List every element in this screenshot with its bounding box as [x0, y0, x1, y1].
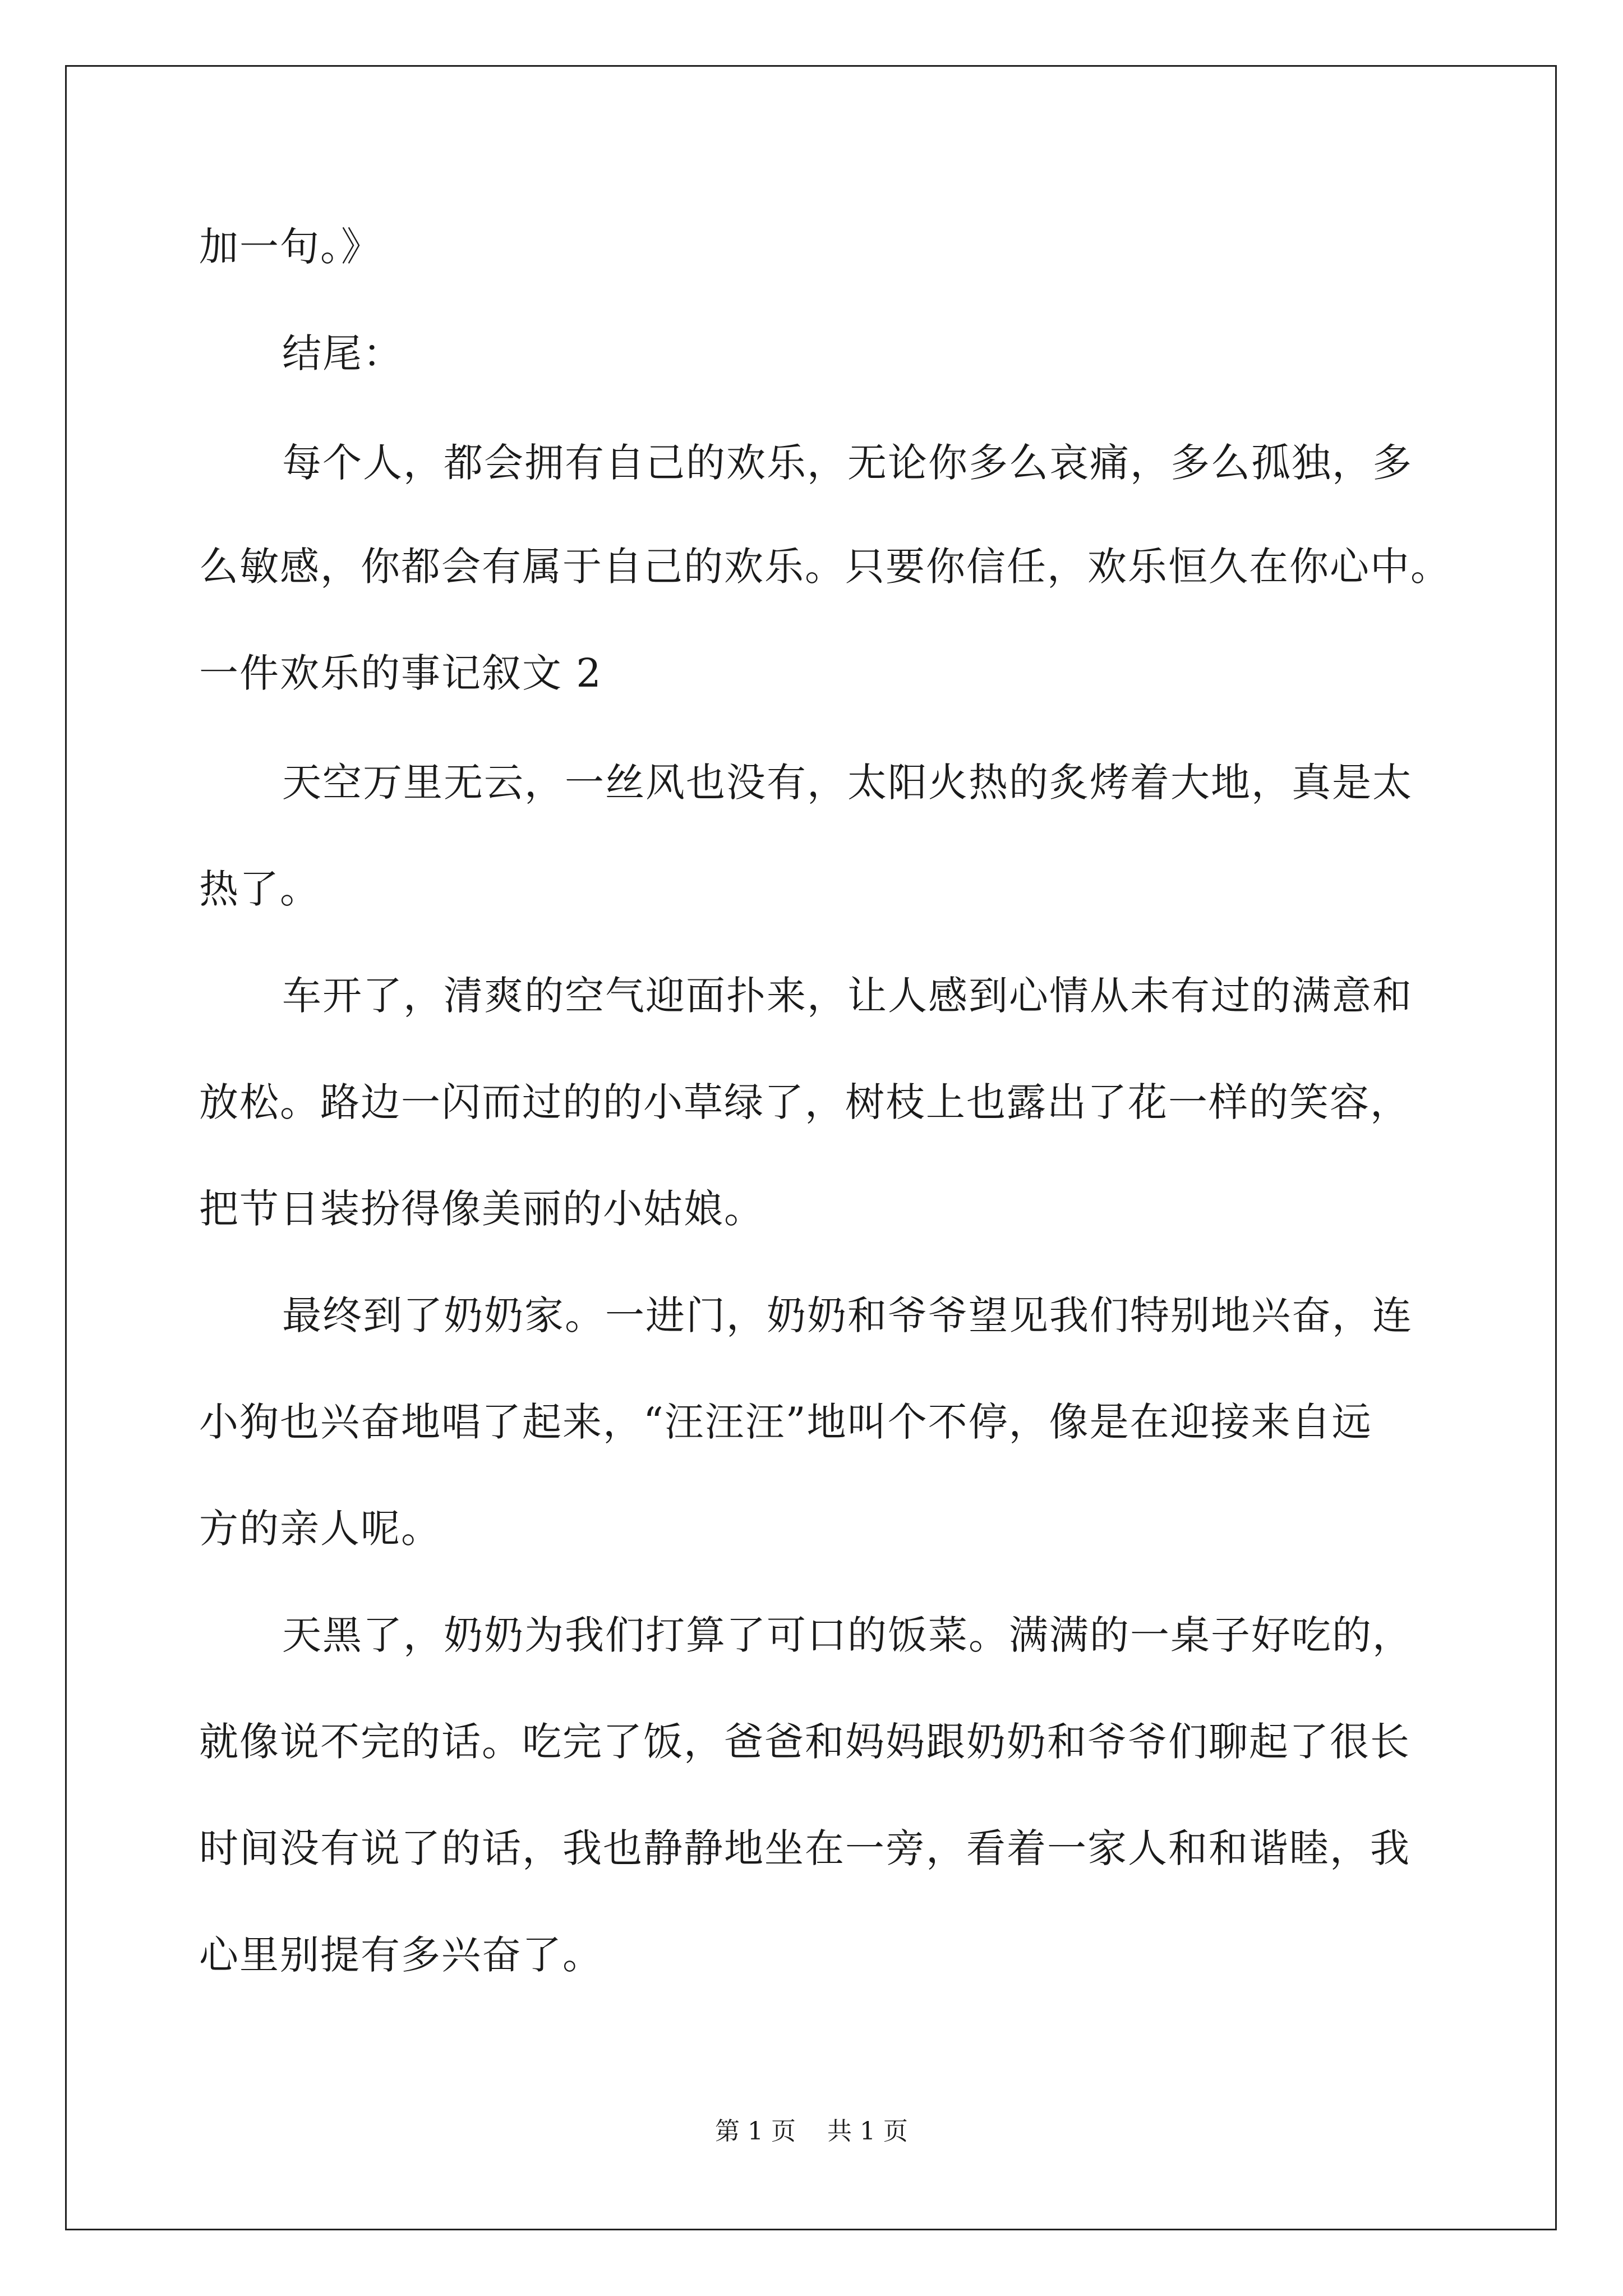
section-label-ending: 结尾： — [282, 330, 403, 376]
text-line: 么敏感，你都会有属于自己的欢乐。只要你信任，欢乐恒久在你心中。 — [199, 544, 1451, 590]
page-number-footer: 第 1 页 共 1 页 — [715, 2117, 908, 2146]
page-border — [65, 65, 1557, 2230]
text-line: 时间没有说了的话，我也静静地坐在一旁，看着一家人和和谐睦，我 — [199, 1825, 1410, 1871]
text-line: 把节日装扮得像美丽的小姑娘。 — [199, 1186, 764, 1232]
text-line: 心里别提有多兴奋了。 — [199, 1932, 603, 1978]
text-line: 放松。路边一闪而过的的小草绿了，树枝上也露出了花一样的笑容， — [199, 1079, 1410, 1125]
text-line: 车开了，清爽的空气迎面扑来，让人感到心情从未有过的满意和 — [282, 973, 1413, 1019]
text-line: 方的亲人呢。 — [199, 1506, 441, 1552]
text-line-continuation: 加一句。》 — [199, 224, 381, 270]
text-line: 天黑了，奶奶为我们打算了可口的饭菜。满满的一桌子好吃的， — [282, 1612, 1413, 1658]
article-heading: 一件欢乐的事记叙文 2 — [199, 650, 602, 696]
text-line: 小狗也兴奋地唱了起来，“汪汪汪”地叫个不停，像是在迎接来自远 — [199, 1399, 1372, 1445]
text-line: 最终到了奶奶家。一进门，奶奶和爷爷望见我们特别地兴奋，连 — [282, 1292, 1413, 1338]
text-line: 每个人，都会拥有自己的欢乐，无论你多么哀痛，多么孤独，多 — [282, 440, 1413, 486]
text-line: 天空万里无云，一丝风也没有，太阳火热的炙烤着大地，真是太 — [282, 760, 1413, 806]
text-line: 热了。 — [199, 866, 320, 912]
text-line: 就像说不完的话。吃完了饭，爸爸和妈妈跟奶奶和爷爷们聊起了很长 — [199, 1719, 1410, 1765]
